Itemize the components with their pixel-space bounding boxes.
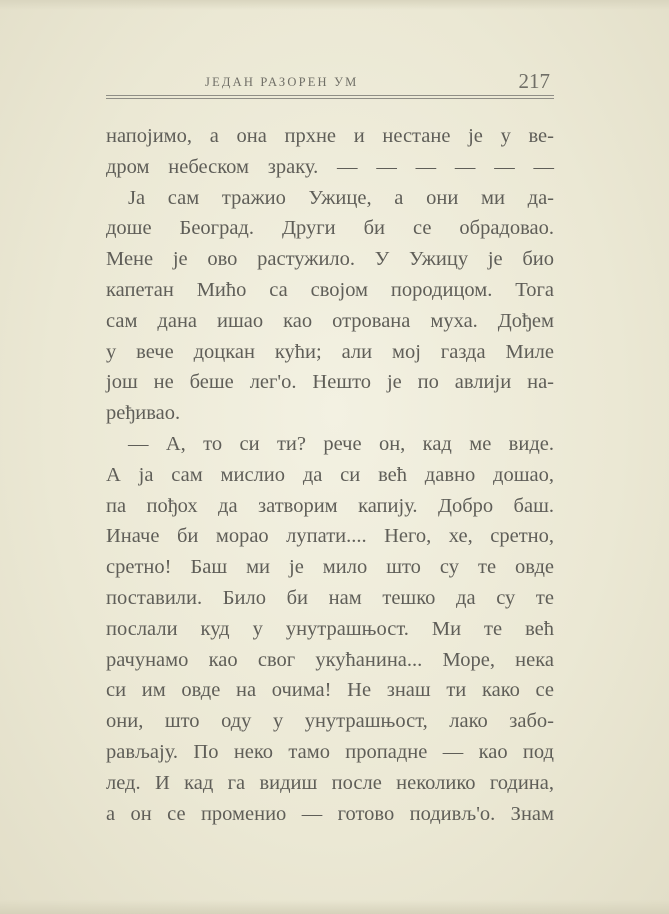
text-line: Иначе би морао лупати.... Него, хе, сретно, — [106, 525, 554, 548]
text-line: лед. И кад га видиш после неколико година, — [106, 771, 554, 794]
running-title: ЈЕДАН РАЗОРЕН УМ — [205, 75, 359, 89]
text-line: напојимо, а она прхне и нестане је у ве- — [106, 125, 554, 147]
text-line: они, што оду у унутрашњост, лако забо- — [106, 710, 554, 733]
text-line: рављају. По неко тамо пропадне — као под — [106, 740, 554, 763]
text-line: поставили. Било би нам тешко да су те — [106, 586, 554, 609]
text-line: доше Београд. Други би се обрадовао. — [106, 217, 554, 240]
text-line: а он се променио — готово подивљ'о. Знам — [106, 802, 554, 825]
text-line: си им овде на очима! Не знаш ти како се — [106, 679, 554, 702]
body-text — [106, 121, 554, 829]
text-line: сретно! Баш ми је мило што су те овде — [106, 556, 554, 579]
text-line: у вече доцкан кући; али мој газда Миле — [106, 340, 554, 363]
text-line: А ја сам мислио да си већ давно дошао, — [106, 463, 554, 486]
text-line: Мене је ово растужило. У Ужицу је био — [106, 248, 554, 271]
text-line: послали куд у унутрашњост. Ми те већ — [106, 617, 554, 640]
text-line: ређивао. — [106, 402, 181, 425]
page-top-edge — [0, 0, 669, 10]
text-line: сам дана ишао као отрована муха. Дођем — [106, 309, 554, 332]
running-head — [106, 70, 554, 94]
text-line: па пођох да затворим капију. Добро баш. — [106, 494, 554, 517]
header-rule-top — [106, 95, 554, 96]
text-line: дром небеском зраку. — — — — — — — [106, 155, 554, 178]
page-number: 217 — [518, 69, 550, 93]
text-line: — А, то си ти? рече он, кад ме виде. — [128, 432, 554, 455]
text-line: капетан Мићо са својом породицом. Тога — [106, 278, 554, 301]
header-rule-bottom — [106, 98, 554, 99]
text-line: још не беше лег'о. Нешто је по авлији на- — [106, 371, 554, 394]
page-bottom-edge — [0, 900, 669, 914]
text-line: рачунамо као свог укућанина... Море, нека — [106, 648, 554, 671]
text-line: Ја сам тражио Ужице, а они ми да- — [128, 186, 554, 209]
